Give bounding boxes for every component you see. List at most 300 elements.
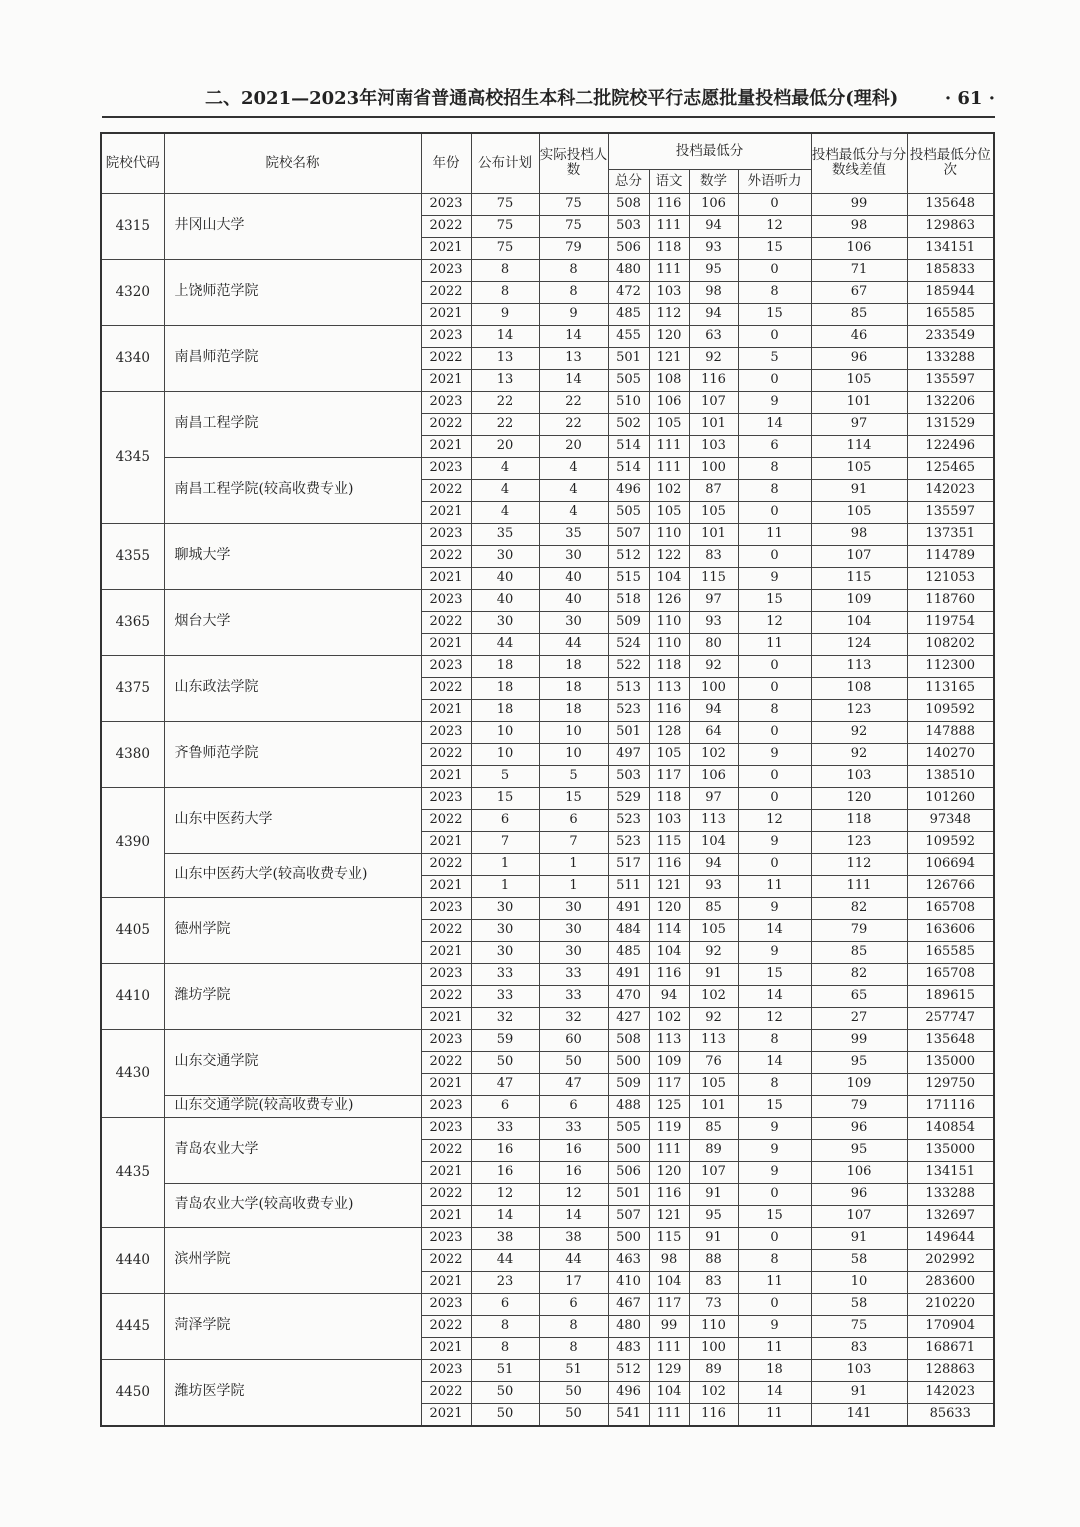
cell-total: 517: [608, 853, 649, 875]
cell-year: 2023: [421, 457, 471, 479]
cell-plan: 50: [471, 1381, 539, 1403]
cell-diff: 124: [811, 633, 907, 655]
cell-plan: 10: [471, 743, 539, 765]
cell-year: 2023: [421, 1227, 471, 1249]
cell-diff: 10: [811, 1271, 907, 1293]
cell-year: 2021: [421, 831, 471, 853]
cell-diff: 112: [811, 853, 907, 875]
cell-foreign: 8: [738, 699, 811, 721]
cell-plan: 4: [471, 457, 539, 479]
cell-plan: 9: [471, 303, 539, 325]
cell-chinese: 120: [649, 325, 689, 347]
cell-rank: 135000: [907, 1051, 994, 1073]
cell-foreign: 0: [738, 545, 811, 567]
school-code: 4365: [101, 589, 164, 655]
cell-actual: 20: [539, 435, 608, 457]
cell-plan: 6: [471, 809, 539, 831]
cell-actual: 8: [539, 1315, 608, 1337]
school-code: 4340: [101, 325, 164, 391]
cell-year: 2023: [421, 1029, 471, 1051]
cell-chinese: 94: [649, 985, 689, 1007]
cell-math: 110: [689, 1315, 738, 1337]
cell-year: 2023: [421, 589, 471, 611]
cell-diff: 82: [811, 897, 907, 919]
cell-rank: 133288: [907, 1183, 994, 1205]
school-code: 4320: [101, 259, 164, 325]
cell-plan: 75: [471, 215, 539, 237]
cell-rank: 140854: [907, 1117, 994, 1139]
cell-diff: 115: [811, 567, 907, 589]
cell-total: 480: [608, 1315, 649, 1337]
cell-total: 514: [608, 457, 649, 479]
cell-rank: 114789: [907, 545, 994, 567]
cell-math: 106: [689, 765, 738, 787]
cell-plan: 40: [471, 567, 539, 589]
cell-actual: 8: [539, 259, 608, 281]
cell-rank: 126766: [907, 875, 994, 897]
table-row: [101, 963, 994, 985]
col-header-name: 院校名称: [164, 133, 421, 193]
school-code: 4450: [101, 1359, 164, 1426]
cell-foreign: 0: [738, 1183, 811, 1205]
cell-year: 2022: [421, 479, 471, 501]
table-row: [101, 1029, 994, 1051]
cell-chinese: 106: [649, 391, 689, 413]
cell-foreign: 0: [738, 501, 811, 523]
cell-rank: 129863: [907, 215, 994, 237]
cell-chinese: 117: [649, 1073, 689, 1095]
cell-diff: 58: [811, 1249, 907, 1271]
cell-plan: 30: [471, 545, 539, 567]
cell-actual: 6: [539, 809, 608, 831]
cell-math: 101: [689, 523, 738, 545]
cell-actual: 4: [539, 457, 608, 479]
cell-diff: 99: [811, 1029, 907, 1051]
cell-actual: 40: [539, 589, 608, 611]
col-header-total: 总分: [608, 169, 649, 193]
cell-rank: 185944: [907, 281, 994, 303]
cell-actual: 17: [539, 1271, 608, 1293]
cell-total: 488: [608, 1095, 649, 1117]
cell-foreign: 9: [738, 1161, 811, 1183]
cell-total: 514: [608, 435, 649, 457]
cell-diff: 91: [811, 1381, 907, 1403]
school-name: 上饶师范学院: [164, 259, 421, 325]
cell-plan: 38: [471, 1227, 539, 1249]
cell-math: 94: [689, 853, 738, 875]
cell-year: 2021: [421, 633, 471, 655]
cell-rank: 189615: [907, 985, 994, 1007]
school-name: 山东中医药大学: [164, 787, 421, 853]
table-header: [101, 133, 994, 193]
school-name: 山东交通学院(较高收费专业): [164, 1095, 421, 1117]
cell-total: 500: [608, 1227, 649, 1249]
cell-total: 484: [608, 919, 649, 941]
cell-diff: 113: [811, 655, 907, 677]
cell-diff: 106: [811, 1161, 907, 1183]
cell-actual: 10: [539, 743, 608, 765]
school-name: 烟台大学: [164, 589, 421, 655]
cell-chinese: 98: [649, 1249, 689, 1271]
cell-total: 523: [608, 699, 649, 721]
cell-rank: 132697: [907, 1205, 994, 1227]
cell-actual: 14: [539, 369, 608, 391]
cell-diff: 96: [811, 1117, 907, 1139]
school-name: 潍坊学院: [164, 963, 421, 1029]
cell-foreign: 0: [738, 259, 811, 281]
cell-plan: 18: [471, 655, 539, 677]
cell-rank: 142023: [907, 1381, 994, 1403]
cell-total: 505: [608, 1117, 649, 1139]
cell-rank: 135000: [907, 1139, 994, 1161]
cell-rank: 106694: [907, 853, 994, 875]
cell-foreign: 15: [738, 963, 811, 985]
cell-year: 2022: [421, 1315, 471, 1337]
cell-total: 470: [608, 985, 649, 1007]
cell-diff: 65: [811, 985, 907, 1007]
table-body: [101, 193, 994, 1426]
table-row: [101, 655, 994, 677]
cell-math: 93: [689, 875, 738, 897]
cell-rank: 165585: [907, 941, 994, 963]
cell-plan: 13: [471, 369, 539, 391]
cell-plan: 13: [471, 347, 539, 369]
cell-rank: 97348: [907, 809, 994, 831]
school-code: 4435: [101, 1117, 164, 1227]
cell-plan: 16: [471, 1161, 539, 1183]
col-header-plan: 公布计划: [471, 133, 539, 193]
cell-total: 529: [608, 787, 649, 809]
cell-chinese: 111: [649, 259, 689, 281]
cell-foreign: 9: [738, 831, 811, 853]
cell-total: 503: [608, 765, 649, 787]
cell-actual: 8: [539, 1337, 608, 1359]
cell-total: 515: [608, 567, 649, 589]
cell-year: 2022: [421, 853, 471, 875]
cell-actual: 18: [539, 677, 608, 699]
cell-chinese: 121: [649, 1205, 689, 1227]
table-row: [101, 193, 994, 215]
cell-rank: 121053: [907, 567, 994, 589]
cell-foreign: 0: [738, 193, 811, 215]
cell-chinese: 117: [649, 1293, 689, 1315]
cell-plan: 12: [471, 1183, 539, 1205]
cell-foreign: 18: [738, 1359, 811, 1381]
cell-math: 101: [689, 413, 738, 435]
cell-foreign: 12: [738, 1007, 811, 1029]
cell-diff: 82: [811, 963, 907, 985]
cell-rank: 101260: [907, 787, 994, 809]
cell-diff: 107: [811, 545, 907, 567]
cell-chinese: 117: [649, 765, 689, 787]
cell-math: 100: [689, 457, 738, 479]
cell-diff: 123: [811, 831, 907, 853]
cell-math: 105: [689, 919, 738, 941]
cell-math: 105: [689, 1073, 738, 1095]
cell-chinese: 113: [649, 1029, 689, 1051]
cell-chinese: 112: [649, 303, 689, 325]
cell-chinese: 122: [649, 545, 689, 567]
cell-year: 2021: [421, 1337, 471, 1359]
cell-foreign: 15: [738, 1205, 811, 1227]
cell-chinese: 120: [649, 897, 689, 919]
cell-total: 513: [608, 677, 649, 699]
cell-rank: 185833: [907, 259, 994, 281]
cell-foreign: 15: [738, 303, 811, 325]
cell-chinese: 111: [649, 457, 689, 479]
cell-foreign: 14: [738, 413, 811, 435]
cell-total: 508: [608, 193, 649, 215]
table-row: [101, 1117, 994, 1139]
cell-actual: 44: [539, 633, 608, 655]
school-name: 青岛农业大学: [164, 1117, 421, 1183]
cell-math: 64: [689, 721, 738, 743]
school-code: 4430: [101, 1029, 164, 1117]
cell-math: 85: [689, 1117, 738, 1139]
cell-rank: 163606: [907, 919, 994, 941]
cell-total: 507: [608, 1205, 649, 1227]
cell-year: 2022: [421, 215, 471, 237]
table-row: [101, 1227, 994, 1249]
cell-chinese: 116: [649, 193, 689, 215]
cell-plan: 50: [471, 1051, 539, 1073]
cell-diff: 75: [811, 1315, 907, 1337]
cell-year: 2021: [421, 875, 471, 897]
col-header-math: 数学: [689, 169, 738, 193]
cell-actual: 30: [539, 545, 608, 567]
cell-actual: 16: [539, 1161, 608, 1183]
cell-diff: 83: [811, 1337, 907, 1359]
cell-diff: 109: [811, 589, 907, 611]
cell-plan: 50: [471, 1403, 539, 1426]
cell-chinese: 103: [649, 809, 689, 831]
cell-chinese: 116: [649, 853, 689, 875]
cell-diff: 79: [811, 1095, 907, 1117]
cell-year: 2022: [421, 1381, 471, 1403]
cell-math: 100: [689, 1337, 738, 1359]
cell-chinese: 111: [649, 1403, 689, 1426]
cell-actual: 16: [539, 1139, 608, 1161]
cell-foreign: 9: [738, 1117, 811, 1139]
cell-year: 2021: [421, 501, 471, 523]
table-row: [101, 721, 994, 743]
cell-math: 97: [689, 787, 738, 809]
cell-year: 2021: [421, 1161, 471, 1183]
cell-total: 524: [608, 633, 649, 655]
cell-foreign: 0: [738, 369, 811, 391]
cell-diff: 108: [811, 677, 907, 699]
cell-foreign: 9: [738, 897, 811, 919]
cell-plan: 14: [471, 325, 539, 347]
cell-year: 2021: [421, 941, 471, 963]
cell-actual: 79: [539, 237, 608, 259]
cell-rank: 128863: [907, 1359, 994, 1381]
cell-chinese: 110: [649, 633, 689, 655]
cell-plan: 75: [471, 237, 539, 259]
cell-total: 500: [608, 1051, 649, 1073]
cell-foreign: 0: [738, 765, 811, 787]
cell-rank: 147888: [907, 721, 994, 743]
cell-math: 105: [689, 501, 738, 523]
cell-math: 106: [689, 193, 738, 215]
cell-foreign: 0: [738, 787, 811, 809]
col-header-chinese: 语文: [649, 169, 689, 193]
cell-rank: 134151: [907, 237, 994, 259]
school-name: 青岛农业大学(较高收费专业): [164, 1183, 421, 1227]
cell-diff: 58: [811, 1293, 907, 1315]
cell-actual: 30: [539, 611, 608, 633]
cell-diff: 141: [811, 1403, 907, 1426]
cell-math: 101: [689, 1095, 738, 1117]
cell-diff: 95: [811, 1139, 907, 1161]
cell-year: 2022: [421, 919, 471, 941]
cell-foreign: 11: [738, 1271, 811, 1293]
school-name: 山东政法学院: [164, 655, 421, 721]
cell-actual: 32: [539, 1007, 608, 1029]
cell-total: 497: [608, 743, 649, 765]
cell-foreign: 11: [738, 523, 811, 545]
school-name: 南昌工程学院: [164, 391, 421, 457]
cell-year: 2022: [421, 347, 471, 369]
cell-total: 522: [608, 655, 649, 677]
cell-actual: 10: [539, 721, 608, 743]
cell-year: 2022: [421, 413, 471, 435]
cell-foreign: 15: [738, 1095, 811, 1117]
cell-chinese: 116: [649, 1183, 689, 1205]
cell-chinese: 118: [649, 237, 689, 259]
cell-actual: 7: [539, 831, 608, 853]
cell-diff: 111: [811, 875, 907, 897]
cell-chinese: 110: [649, 611, 689, 633]
cell-chinese: 104: [649, 1271, 689, 1293]
cell-year: 2023: [421, 1117, 471, 1139]
running-head-title: 二、2021—2023年河南省普通高校招生本科二批院校平行志愿批量投档最低分(理科): [205, 88, 899, 109]
cell-foreign: 11: [738, 1403, 811, 1426]
table-row: [101, 391, 994, 413]
cell-diff: 27: [811, 1007, 907, 1029]
cell-year: 2022: [421, 809, 471, 831]
table-row: [101, 1359, 994, 1381]
cell-rank: 122496: [907, 435, 994, 457]
cell-diff: 98: [811, 523, 907, 545]
cell-foreign: 8: [738, 1029, 811, 1051]
cell-plan: 33: [471, 1117, 539, 1139]
cell-math: 102: [689, 743, 738, 765]
cell-rank: 113165: [907, 677, 994, 699]
cell-chinese: 99: [649, 1315, 689, 1337]
cell-rank: 168671: [907, 1337, 994, 1359]
cell-year: 2022: [421, 743, 471, 765]
cell-diff: 67: [811, 281, 907, 303]
cell-year: 2022: [421, 1249, 471, 1271]
cell-total: 503: [608, 215, 649, 237]
cell-actual: 33: [539, 963, 608, 985]
cell-math: 89: [689, 1359, 738, 1381]
cell-year: 2022: [421, 1139, 471, 1161]
cell-plan: 22: [471, 391, 539, 413]
cell-plan: 23: [471, 1271, 539, 1293]
cell-rank: 133288: [907, 347, 994, 369]
cell-total: 455: [608, 325, 649, 347]
cell-foreign: 5: [738, 347, 811, 369]
cell-actual: 14: [539, 1205, 608, 1227]
cell-plan: 5: [471, 765, 539, 787]
cell-math: 116: [689, 1403, 738, 1426]
cell-chinese: 126: [649, 589, 689, 611]
cell-math: 95: [689, 259, 738, 281]
cell-actual: 35: [539, 523, 608, 545]
cell-math: 102: [689, 1381, 738, 1403]
cell-diff: 101: [811, 391, 907, 413]
cell-total: 541: [608, 1403, 649, 1426]
cell-foreign: 15: [738, 589, 811, 611]
cell-rank: 137351: [907, 523, 994, 545]
cell-math: 76: [689, 1051, 738, 1073]
cell-chinese: 105: [649, 501, 689, 523]
cell-total: 507: [608, 523, 649, 545]
cell-chinese: 121: [649, 875, 689, 897]
cell-year: 2022: [421, 281, 471, 303]
cell-plan: 15: [471, 787, 539, 809]
cell-actual: 1: [539, 853, 608, 875]
cell-chinese: 113: [649, 677, 689, 699]
cell-total: 496: [608, 1381, 649, 1403]
cell-year: 2021: [421, 435, 471, 457]
cell-diff: 91: [811, 1227, 907, 1249]
cell-actual: 9: [539, 303, 608, 325]
cell-rank: 202992: [907, 1249, 994, 1271]
cell-rank: 125465: [907, 457, 994, 479]
table-row: [101, 589, 994, 611]
table-row: [101, 1095, 994, 1117]
cell-total: 506: [608, 237, 649, 259]
cell-chinese: 116: [649, 699, 689, 721]
school-name: 滨州学院: [164, 1227, 421, 1293]
cell-math: 102: [689, 985, 738, 1007]
cell-actual: 15: [539, 787, 608, 809]
cell-diff: 114: [811, 435, 907, 457]
cell-year: 2023: [421, 721, 471, 743]
cell-rank: 119754: [907, 611, 994, 633]
cell-total: 483: [608, 1337, 649, 1359]
cell-math: 94: [689, 303, 738, 325]
cell-year: 2023: [421, 655, 471, 677]
cell-year: 2022: [421, 545, 471, 567]
cell-math: 98: [689, 281, 738, 303]
cell-plan: 1: [471, 853, 539, 875]
col-header-foreign: 外语听力: [738, 169, 811, 193]
school-code: 4375: [101, 655, 164, 721]
cell-actual: 4: [539, 501, 608, 523]
cell-plan: 22: [471, 413, 539, 435]
cell-math: 95: [689, 1205, 738, 1227]
cell-chinese: 116: [649, 963, 689, 985]
cell-math: 93: [689, 611, 738, 633]
cell-year: 2022: [421, 985, 471, 1007]
cell-math: 107: [689, 391, 738, 413]
school-code: 4355: [101, 523, 164, 589]
cell-foreign: 8: [738, 1073, 811, 1095]
school-code: 4445: [101, 1293, 164, 1359]
school-code: 4315: [101, 193, 164, 259]
cell-total: 512: [608, 545, 649, 567]
cell-rank: 108202: [907, 633, 994, 655]
cell-diff: 106: [811, 237, 907, 259]
cell-math: 88: [689, 1249, 738, 1271]
cell-plan: 44: [471, 633, 539, 655]
cell-diff: 105: [811, 457, 907, 479]
cell-chinese: 104: [649, 941, 689, 963]
